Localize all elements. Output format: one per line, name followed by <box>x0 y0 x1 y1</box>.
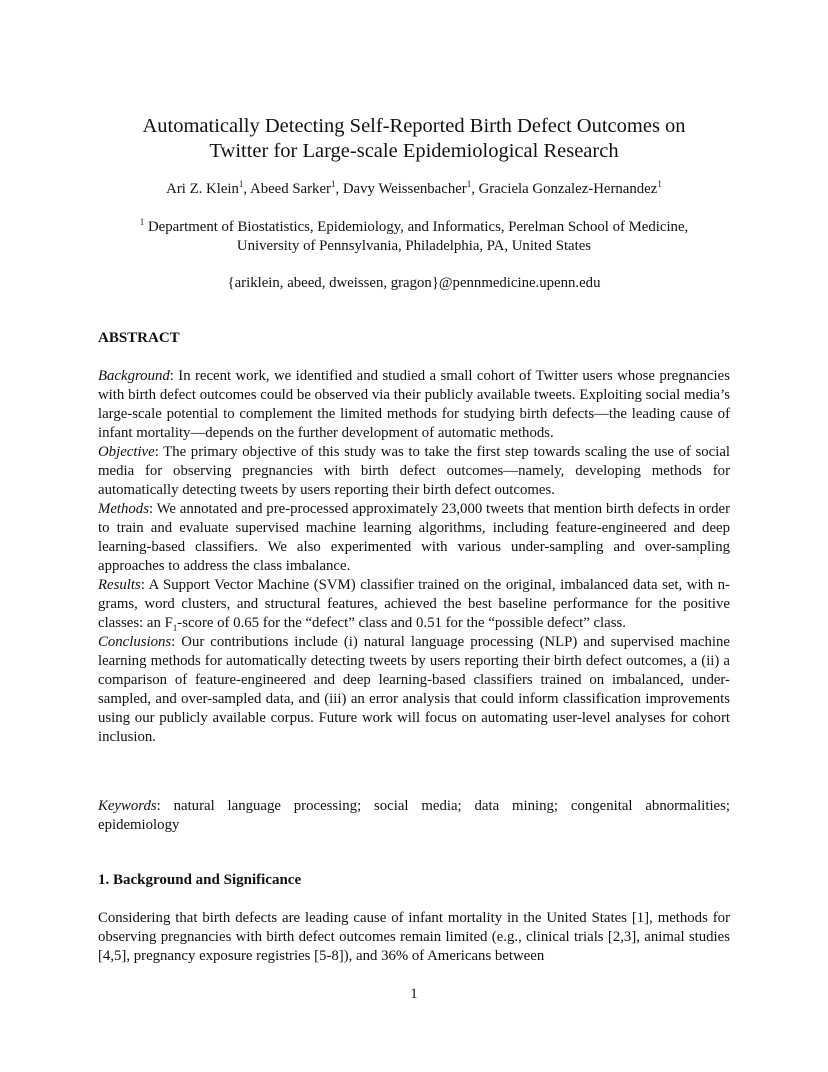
page-number: 1 <box>410 986 418 1002</box>
author-separator: , <box>471 181 479 197</box>
abstract-body <box>98 367 730 747</box>
abstract-text: : We annotated and pre-processed approximately 23,000 tweets that mention birth defects in order to train and evaluate supervised machine learning algorithms, including feature-engineered and deep learning-based classifiers. We also experimented with various under-sampling and over-sampling approaches to address the class imbalance. <box>98 501 730 574</box>
abstract-objective <box>98 443 730 500</box>
affiliation <box>98 218 730 255</box>
author-name: Abeed Sarker <box>250 181 331 197</box>
author-name: Ari Z. Klein <box>166 181 239 197</box>
abstract-text: : A Support Vector Machine (SVM) classifier trained on the original, imbalanced data set, with n-grams, word clusters, and structural features, achieved the best baseline performance for the positive classes: an F <box>98 577 730 631</box>
f1-subscript: 1 <box>172 622 178 633</box>
abstract-methods <box>98 500 730 576</box>
author-list <box>98 180 730 198</box>
title-line-2: Twitter for Large-scale Epidemiological Research <box>209 140 619 162</box>
abstract-background <box>98 367 730 443</box>
author-affiliation-mark: 1 <box>330 179 336 190</box>
author-name: Davy Weissenbacher <box>342 181 467 197</box>
author-name: Graciela Gonzalez-Hernandez <box>478 181 658 197</box>
section-body: Considering that birth defects are leading cause of infant mortality in the United States [1], methods for observing pregnancies with birth defect outcomes remain limited (e.g., clinical trials [2,3], animal studies [4,5], pregnancy exposure registries [5-8]), and 36% of Americans between <box>98 910 730 964</box>
abstract-text: : The primary objective of this study was to take the first step towards scaling the use of social media for observing pregnancies with birth defect outcomes—namely, developing methods for automatically detecting tweets by users reporting their birth defect outcomes. <box>98 444 730 498</box>
title-line-1: Automatically Detecting Self-Reported Birth Defect Outcomes on <box>142 115 686 137</box>
abstract-label: Methods <box>98 501 149 517</box>
author-separator: , <box>243 181 251 197</box>
keywords <box>98 797 730 835</box>
abstract-heading: ABSTRACT <box>98 330 180 346</box>
section-heading: 1. Background and Significance <box>98 872 302 888</box>
keywords-text: : natural language processing; social media; data mining; congenital abnormalities; epidemiology <box>98 798 730 833</box>
affiliation-mark: 1 <box>139 217 145 228</box>
abstract-label: Background <box>98 368 170 384</box>
author-emails: {ariklein, abeed, dweissen, gragon}@pennmedicine.upenn.edu <box>227 275 601 291</box>
author-affiliation-mark: 1 <box>466 179 472 190</box>
author-separator: , <box>335 181 343 197</box>
abstract-label: Objective <box>98 444 155 460</box>
paper-title <box>98 114 730 164</box>
affiliation-line-2: University of Pennsylvania, Philadelphia, PA, United States <box>236 237 592 254</box>
author-affiliation-mark: 1 <box>238 179 244 190</box>
affiliation-line-1: Department of Biostatistics, Epidemiology, and Informatics, Perelman School of Medicine, <box>144 219 689 235</box>
keywords-label: Keywords <box>98 798 157 814</box>
abstract-text: : Our contributions include (i) natural language processing (NLP) and supervised machine learning methods for automatically detecting tweets by users reporting their birth defect outcomes, a (ii) a comparison of feature-engineered and deep learning-based classifiers trained on imbalanced, under-sampled, and over-sampled data, and (iii) an error analysis that could inform classification improvements using our publicly available corpus. Future work will focus on automating user-level analyses for cohort inclusion. <box>98 634 730 745</box>
abstract-results <box>98 576 730 633</box>
abstract-text: : In recent work, we identified and studied a small cohort of Twitter users whose pregnancies with birth defect outcomes could be observed via their publicly available tweets. Exploiting social media’s large-scale potential to complement the limited methods for studying birth defects—the leading cause of infant mortality—depends on the further development of automatic methods. <box>98 368 730 441</box>
abstract-label: Results <box>98 577 141 593</box>
abstract-text: -score of 0.65 for the “defect” class and 0.51 for the “possible defect” class. <box>177 615 626 631</box>
abstract-conclusions <box>98 633 730 747</box>
author-affiliation-mark: 1 <box>657 179 662 190</box>
abstract-label: Conclusions <box>98 634 172 650</box>
